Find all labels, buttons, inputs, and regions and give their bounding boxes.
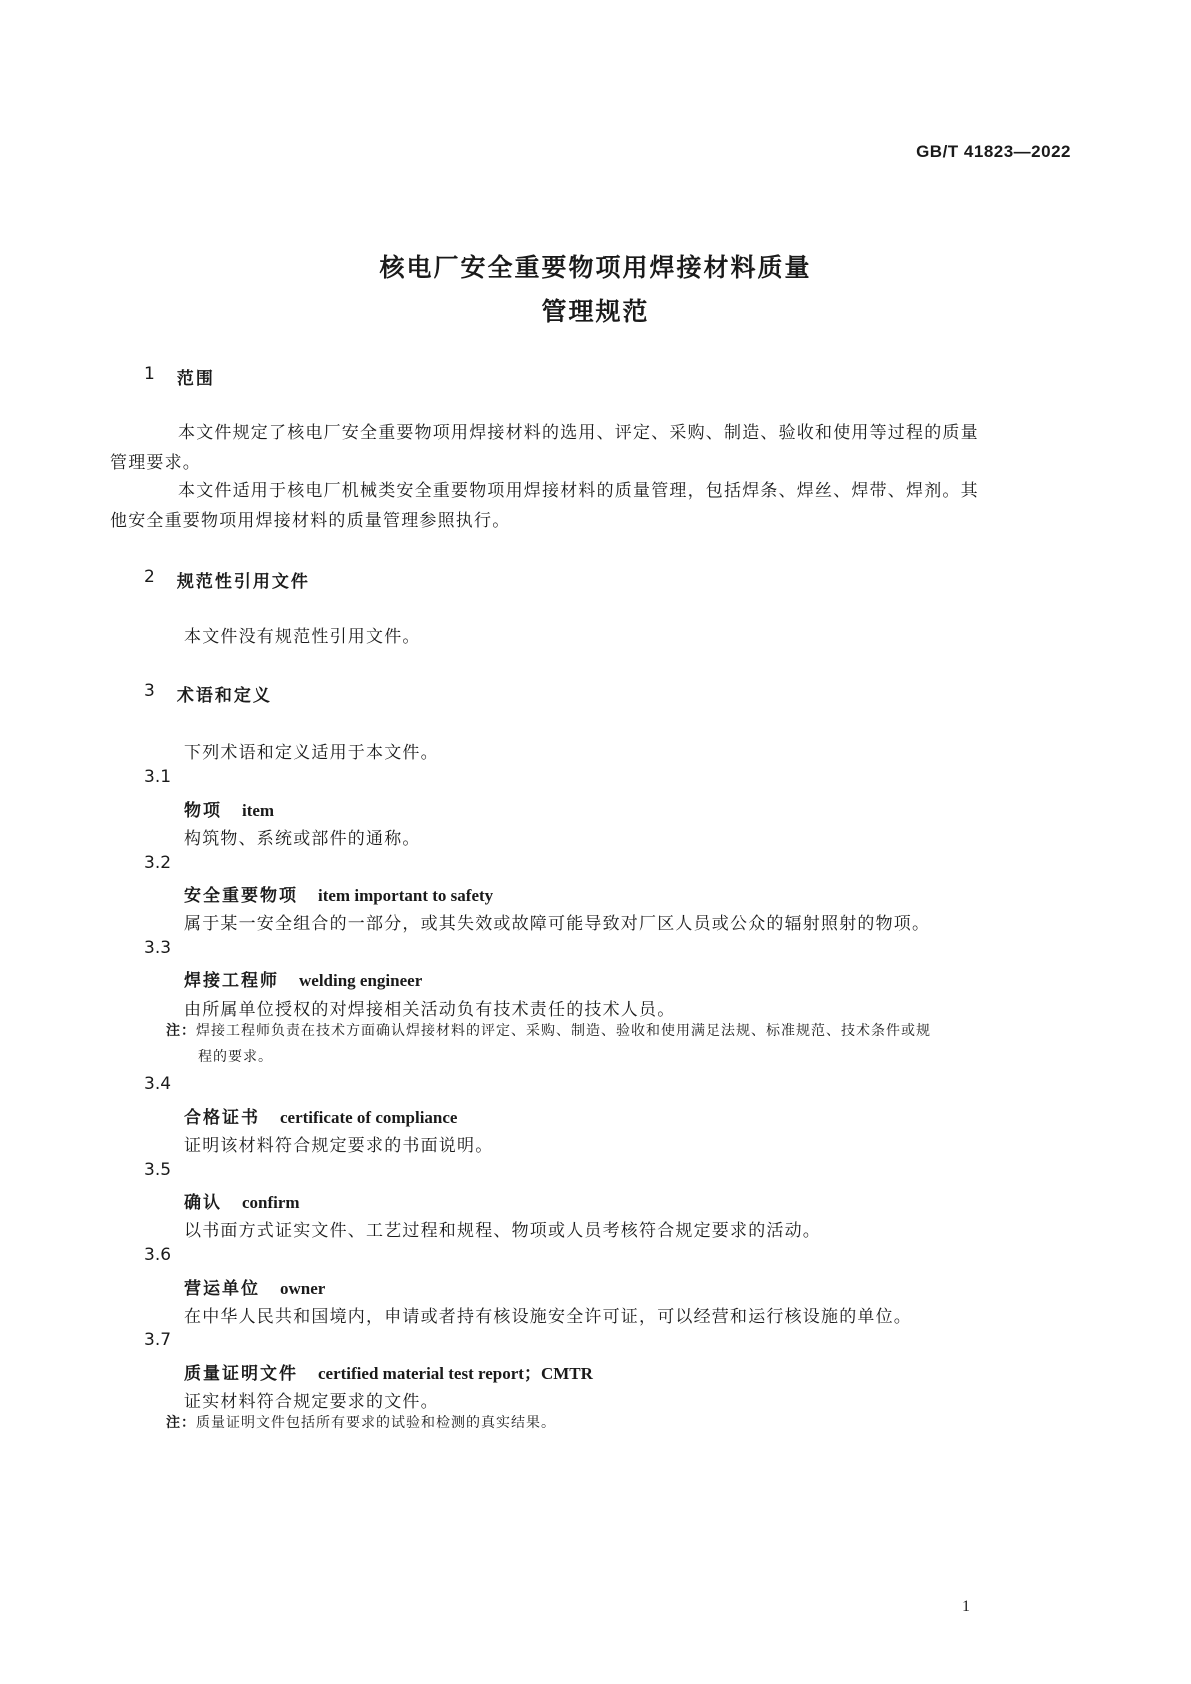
section-1-heading xyxy=(144,364,215,389)
note-label: 注： xyxy=(166,1415,196,1431)
term-note xyxy=(166,1410,1051,1436)
term-chinese: 物项 xyxy=(184,801,222,821)
section-2-paragraph: 本文件没有规范性引用文件。 xyxy=(184,627,421,647)
note-label: 注： xyxy=(166,1023,196,1039)
term-chinese: 安全重要物项 xyxy=(184,886,298,906)
term-definition: 属于某一安全组合的一部分，或其失效或故障可能导致对厂区人员或公众的辐射照射的物项。 xyxy=(184,914,931,934)
term-heading xyxy=(184,1103,457,1128)
term-number: 3.3 xyxy=(144,938,172,958)
term-chinese: 营运单位 xyxy=(184,1279,260,1299)
term-heading xyxy=(184,881,493,906)
section-3-heading xyxy=(144,681,272,706)
paragraph-line: 本文件适用于核电厂机械类安全重要物项用焊接材料的质量管理，包括焊条、焊丝、焊带、焊剂。其 xyxy=(178,481,979,501)
term-english: certified material test report；CMTR xyxy=(318,1364,593,1383)
standard-id: GB/T 41823—2022 xyxy=(916,142,1071,161)
section-title: 范围 xyxy=(176,369,215,389)
note-text: 程的要求。 xyxy=(198,1049,273,1065)
page-number: 1 xyxy=(962,1598,970,1615)
term-definition: 证明该材料符合规定要求的书面说明。 xyxy=(184,1136,494,1156)
section-title: 规范性引用文件 xyxy=(176,572,310,592)
section-number: 1 xyxy=(144,364,157,384)
term-definition: 构筑物、系统或部件的通称。 xyxy=(184,829,421,849)
term-number: 3.7 xyxy=(144,1330,172,1350)
term-definition: 由所属单位授权的对焊接相关活动负有技术责任的技术人员。 xyxy=(184,1000,676,1020)
section-number: 3 xyxy=(144,681,157,701)
section-number: 2 xyxy=(144,567,157,587)
term-chinese: 确认 xyxy=(184,1193,222,1213)
term-chinese: 质量证明文件 xyxy=(184,1364,298,1384)
section-title: 术语和定义 xyxy=(176,686,272,706)
term-definition: 以书面方式证实文件、工艺过程和规程、物项或人员考核符合规定要求的活动。 xyxy=(184,1221,821,1241)
paragraph-line: 本文件规定了核电厂安全重要物项用焊接材料的选用、评定、采购、制造、验收和使用等过程的质量 xyxy=(178,423,979,443)
term-chinese: 合格证书 xyxy=(184,1108,260,1128)
term-number: 3.1 xyxy=(144,767,172,787)
section-1-paragraph-1 xyxy=(110,418,1069,478)
term-english: confirm xyxy=(242,1193,300,1212)
section-1-paragraph-2 xyxy=(110,476,1069,536)
term-heading xyxy=(184,796,274,821)
term-number: 3.6 xyxy=(144,1245,172,1265)
term-number: 3.4 xyxy=(144,1074,172,1094)
term-english: welding engineer xyxy=(299,971,423,990)
note-text: 焊接工程师负责在技术方面确认焊接材料的评定、采购、制造、验收和使用满足法规、标准规范、技术条件或规 xyxy=(196,1023,931,1039)
term-definition: 在中华人民共和国境内，申请或者持有核设施安全许可证，可以经营和运行核设施的单位。 xyxy=(184,1307,912,1327)
term-number: 3.5 xyxy=(144,1160,172,1180)
term-english: item important to safety xyxy=(318,886,494,905)
term-english: owner xyxy=(280,1279,326,1298)
document-title-line-1: 核电厂安全重要物项用焊接材料质量 xyxy=(379,253,812,282)
section-2-heading xyxy=(144,567,310,592)
note-text: 质量证明文件包括所有要求的试验和检测的真实结果。 xyxy=(196,1415,556,1431)
section-3-intro: 下列术语和定义适用于本文件。 xyxy=(184,743,439,763)
term-heading xyxy=(184,1188,300,1213)
term-heading xyxy=(184,966,422,991)
term-heading xyxy=(184,1274,325,1299)
paragraph-line: 他安全重要物项用焊接材料的质量管理参照执行。 xyxy=(110,511,511,531)
term-heading xyxy=(184,1359,593,1384)
document-title-line-2: 管理规范 xyxy=(541,297,650,326)
paragraph-line: 管理要求。 xyxy=(110,453,201,473)
term-number: 3.2 xyxy=(144,853,172,873)
term-chinese: 焊接工程师 xyxy=(184,971,279,991)
term-english: item xyxy=(242,801,275,820)
term-note xyxy=(166,1018,1051,1070)
term-definition: 证实材料符合规定要求的文件。 xyxy=(184,1392,439,1412)
term-english: certificate of compliance xyxy=(280,1108,458,1127)
